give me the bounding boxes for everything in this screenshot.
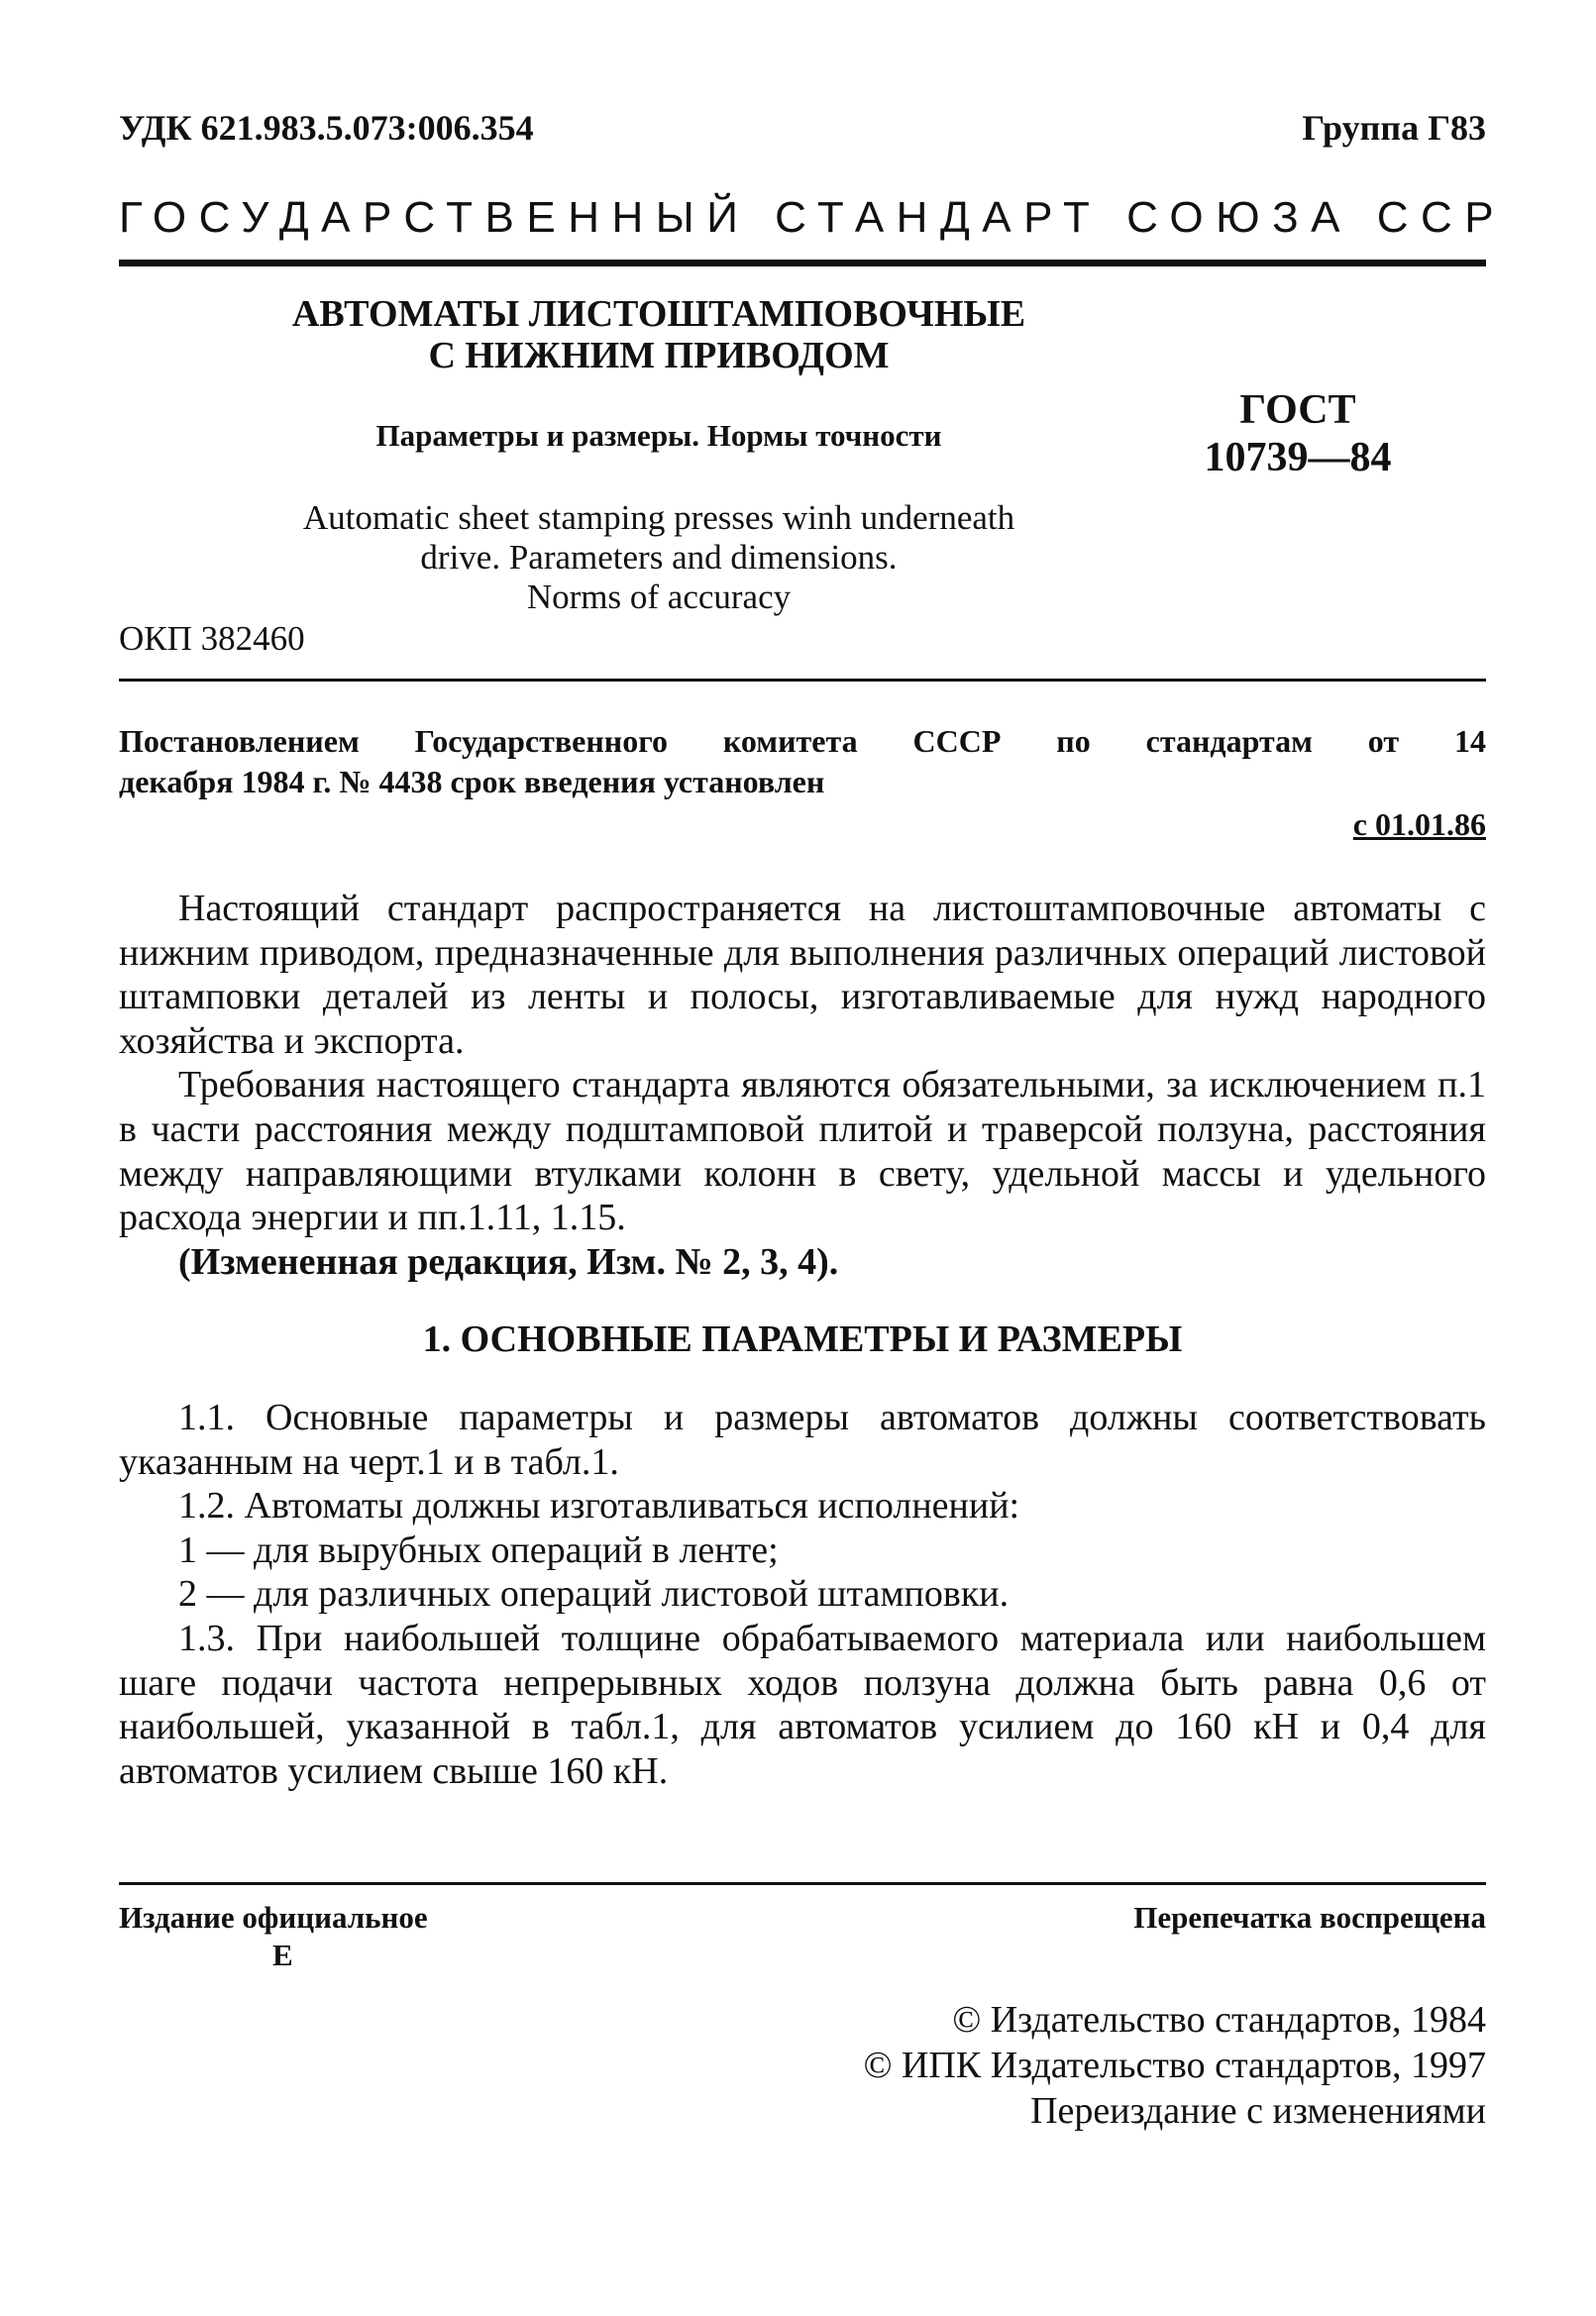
gost-number	[1149, 386, 1446, 481]
title-line-1: АВТОМАТЫ ЛИСТОШТАМПОВОЧНЫЕ	[291, 293, 1026, 335]
requirements-paragraph: Требования настоящего стандарта являются обязательными, за исключением п.1 в части расстояния между подштамповой плитой и траверсой ползуна, расстояния между направляющими втулками колонн в свету, удельной массы и удельного расхода энергии и пп.1.11, 1.15.	[119, 1064, 1486, 1239]
udk-code: УДК 621.983.5.073:006.354	[119, 108, 534, 148]
reprint-prohibited-label: Перепечатка воспрещена	[1133, 1900, 1486, 1935]
document-page	[119, 0, 1507, 2316]
english-title	[119, 498, 1199, 617]
copyright-block	[864, 1997, 1486, 2134]
official-edition-label: Издание официальное	[119, 1900, 428, 1935]
footer-divider	[119, 1882, 1486, 1885]
copyright-1997: © ИПК Издательство стандартов, 1997	[863, 2045, 1486, 2086]
english-title-line-1: Automatic sheet stamping presses winh underneath	[302, 498, 1015, 537]
header-divider	[119, 260, 1486, 266]
gost-label: ГОСТ	[1239, 387, 1356, 433]
title-line-2: С НИЖНИМ ПРИВОДОМ	[428, 335, 890, 376]
okp-code: ОКП 382460	[119, 619, 305, 658]
clause-1-2: 1.2. Автоматы должны изготавливаться исполнений:	[178, 1485, 1020, 1527]
decree-line-1: Постановлением Государственного комитета СССР по стандартам от 14	[119, 723, 1486, 759]
reissue-note: Переиздание с изменениями	[1030, 2090, 1486, 2132]
document-subtitle: Параметры и размеры. Нормы точности	[375, 418, 942, 453]
list-item-2: 2 — для различных операций листовой штамповки.	[178, 1573, 1010, 1616]
english-title-line-3: Norms of accuracy	[526, 578, 792, 616]
copyright-1984: © Издательство стандартов, 1984	[952, 1999, 1486, 2041]
state-standard-heading: ГОСУДАРСТВЕННЫЙ СТАНДАРТ СОЮЗА ССР	[119, 193, 1507, 242]
edition-letter: Е	[272, 1938, 293, 1972]
group-code: Группа Г83	[1302, 108, 1486, 148]
clause-1-3: 1.3. При наибольшей толщине обрабатываемого материала или наибольшем шаге подачи частота непрерывных ходов ползуна должна быть равна 0,6 от наибольшей, указанной в табл.1, для автоматов усилием до 160 кН и 0,4 для автоматов усилием свыше 160 кН.	[119, 1617, 1486, 1792]
decree-line-2: декабря 1984 г. № 4438 срок введения установлен	[119, 764, 825, 799]
decree-text	[119, 721, 1486, 802]
section-heading: 1. ОСНОВНЫЕ ПАРАМЕТРЫ И РАЗМЕРЫ	[422, 1318, 1183, 1361]
clause-1-1: 1.1. Основные параметры и размеры автоматов должны соответствовать указанным на черт.1 и в табл.1.	[119, 1396, 1486, 1483]
title-divider	[119, 679, 1486, 682]
english-title-line-2: drive. Parameters and dimensions.	[420, 538, 898, 577]
document-title	[119, 293, 1199, 376]
list-item-1: 1 — для вырубных операций в ленте;	[178, 1528, 779, 1571]
scope-paragraph: Настоящий стандарт распространяется на листоштамповочные автоматы с нижним приводом, предназначенные для выполнения различных операций листовой штамповки деталей из ленты и полосы, изготавливаемые для нужд народного хозяйства и экспорта.	[119, 888, 1486, 1062]
revision-note: (Измененная редакция, Изм. № 2, 3, 4).	[178, 1240, 839, 1283]
body-text	[119, 887, 1486, 1793]
gost-code: 10739—84	[1204, 435, 1392, 480]
effective-date: с 01.01.86	[1352, 806, 1486, 842]
